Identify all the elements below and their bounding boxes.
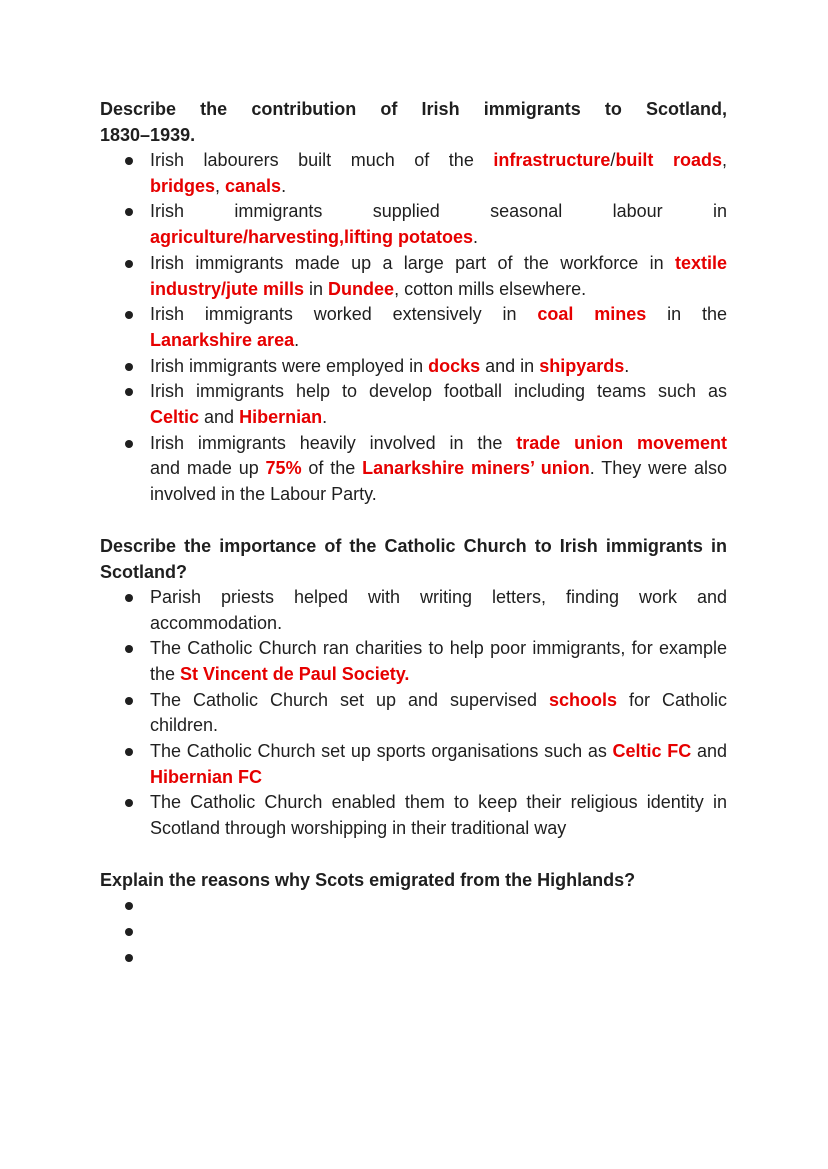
list-item (100, 199, 727, 250)
list-item (100, 636, 727, 687)
text: , (721, 150, 727, 170)
text: , (215, 175, 226, 196)
bullet-icon (125, 748, 133, 756)
bullet-icon (125, 645, 133, 653)
highlight: industry/jute mills (150, 278, 305, 299)
section1-heading-line1: Describe the contribution of Irish immigrants to Scotland, (100, 99, 727, 119)
text: . (281, 175, 287, 196)
list-item (100, 251, 727, 302)
list-item (100, 790, 727, 841)
text: . (322, 407, 328, 428)
highlight: St Vincent de Paul Society. (180, 663, 410, 684)
text: The Catholic Church set up and supervised (150, 689, 549, 710)
text: and (691, 741, 727, 762)
bullet-icon (125, 697, 133, 705)
bullet-icon (125, 311, 133, 319)
highlight: textile (674, 252, 727, 273)
highlight: coal mines (537, 304, 647, 325)
list-item (100, 945, 727, 971)
highlight: agriculture/harvesting,lifting potatoes (150, 227, 474, 248)
section1-heading-line2: 1830–1939. (100, 125, 196, 145)
highlight: built roads (615, 150, 722, 170)
list-item (100, 739, 727, 790)
list-item (100, 379, 727, 430)
list-item (100, 919, 727, 945)
text: of the (301, 458, 363, 479)
text: The Catholic Church set up sports organisations such as (150, 741, 613, 762)
text: and (199, 407, 240, 428)
section1-heading (100, 96, 727, 148)
highlight: Celtic (150, 407, 200, 428)
list-item (100, 688, 727, 739)
list-item (100, 431, 727, 508)
bullet-icon (125, 388, 133, 396)
list-item (100, 893, 727, 919)
text: . (473, 227, 479, 248)
bullet-icon (125, 440, 133, 448)
bullet-icon (125, 208, 133, 216)
text: Irish immigrants worked extensively in (150, 304, 538, 325)
text: . (294, 329, 300, 350)
text: Irish labourers built much of the (150, 150, 494, 170)
text: for Catholic children. (150, 689, 727, 736)
text: / (610, 150, 616, 170)
text: Irish immigrants were employed in (150, 355, 429, 376)
highlight: Lanarkshire miners’ union (362, 458, 590, 479)
highlight: Lanarkshire area (150, 329, 295, 350)
text: Irish immigrants supplied seasonal labour in (150, 201, 727, 222)
bullet-icon (125, 260, 133, 268)
text: . (624, 355, 630, 376)
text: Irish immigrants help to develop football including teams such as (150, 381, 727, 402)
text: Irish immigrants heavily involved in the (150, 432, 517, 453)
bullet-icon (125, 799, 133, 807)
section2-list (100, 585, 727, 842)
document-page (100, 96, 727, 971)
highlight: Celtic FC (612, 741, 692, 762)
highlight: schools (548, 689, 618, 710)
text: . They were also involved in the Labour Party. (150, 458, 727, 505)
list-item (100, 585, 727, 636)
text: in (304, 278, 329, 299)
text: Irish immigrants made up a large part of the workforce in (150, 252, 675, 273)
section1-list (100, 148, 727, 508)
section3-list (100, 893, 727, 971)
text: in the (646, 304, 727, 325)
highlight: canals (225, 175, 282, 196)
text: Parish priests helped with writing letters, finding work and accommodation. (150, 586, 727, 633)
highlight: Dundee (328, 278, 395, 299)
bullet-icon (125, 363, 133, 371)
highlight: Hibernian FC (150, 766, 263, 787)
section2-heading: Describe the importance of the Catholic Church to Irish immigrants in Scotland? (100, 535, 727, 582)
text: The Catholic Church enabled them to keep their religious identity in Scotland through worshipping in their traditional way (150, 792, 727, 839)
highlight: shipyards (539, 355, 625, 376)
text: The Catholic Church ran charities to help poor immigrants, for example the (150, 638, 727, 684)
section3-heading: Explain the reasons why Scots emigrated from the Highlands? (100, 869, 636, 890)
bullet-icon (125, 157, 133, 165)
text: and in (480, 355, 540, 376)
highlight: trade union movement (516, 432, 727, 453)
highlight: Hibernian (239, 407, 323, 428)
text: and made up (150, 458, 266, 479)
list-item (100, 354, 727, 380)
bullet-icon (125, 594, 133, 602)
bullet-icon (125, 902, 133, 910)
highlight: docks (428, 355, 481, 376)
highlight: 75% (265, 458, 302, 479)
text: , cotton mills elsewhere. (394, 278, 587, 299)
highlight: infrastructure (493, 150, 611, 170)
list-item (100, 302, 727, 353)
bullet-icon (125, 954, 133, 962)
list-item (100, 148, 727, 199)
highlight: bridges (150, 175, 216, 196)
bullet-icon (125, 928, 133, 936)
